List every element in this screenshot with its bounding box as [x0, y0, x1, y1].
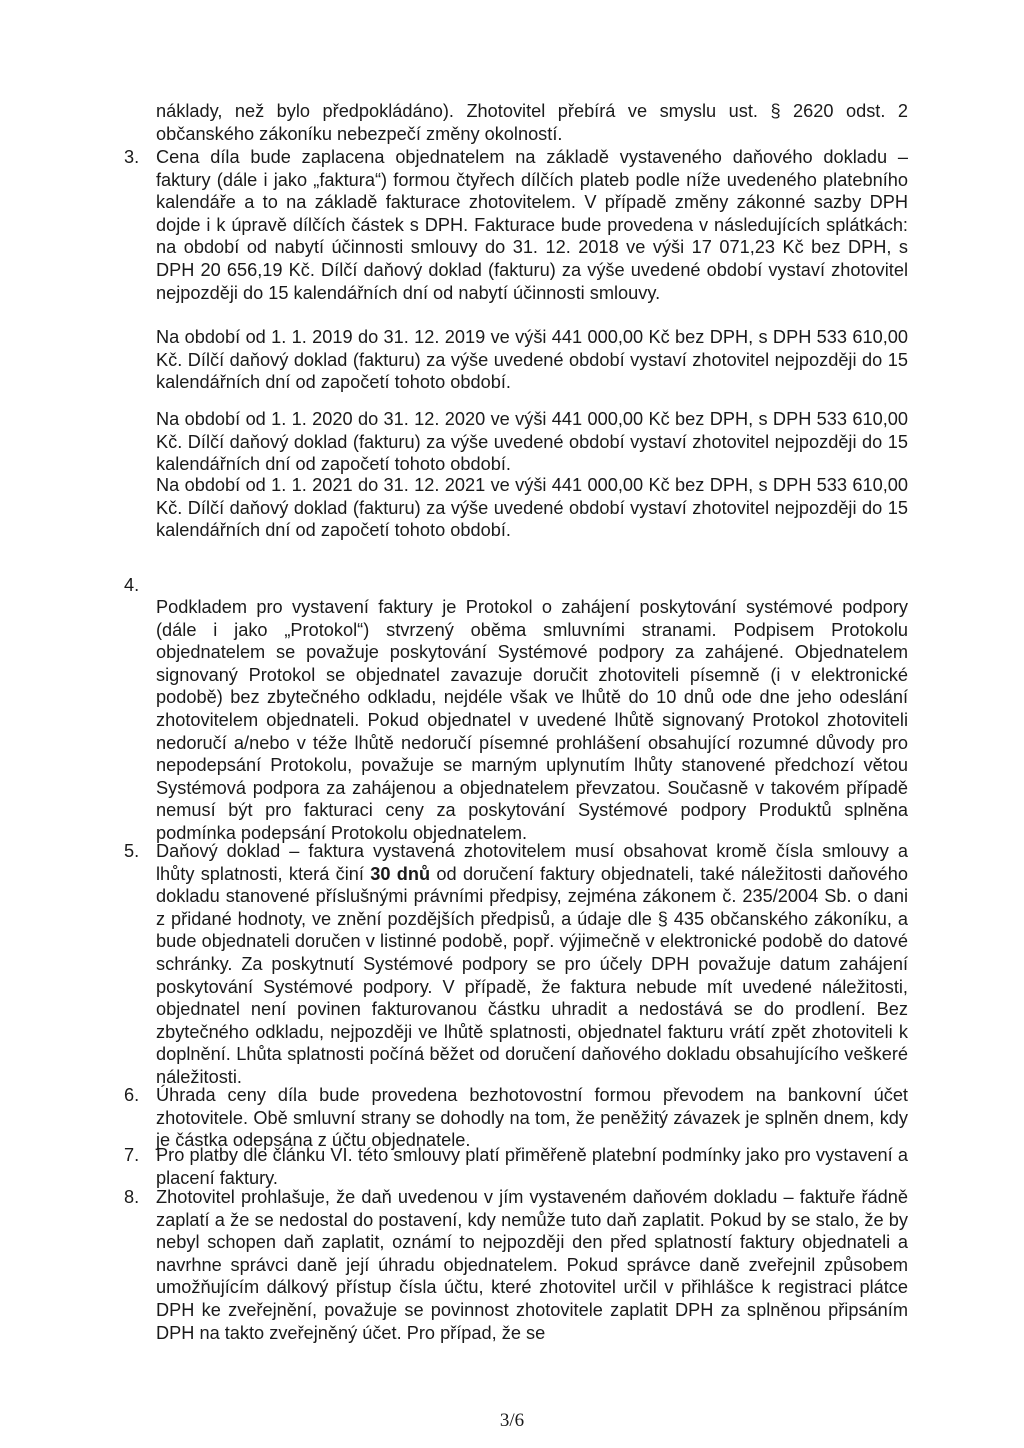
intro-paragraph: náklady, než bylo předpokládáno). Zhotovitel přebírá ve smyslu ust. § 2620 odst. 2 občanského zákoníku nebezpečí změny okolností.: [156, 101, 908, 144]
item-3-block-4: [156, 474, 908, 542]
item-8-number: 8.: [124, 1187, 140, 1207]
intro-block: [156, 100, 908, 145]
item-5-block: [156, 840, 908, 1089]
item-5-emphasis: 30 dnů: [370, 863, 431, 884]
item-3-paragraph-1: Cena díla bude zaplacena objednatelem na základě vystaveného daňového dokladu – faktury (dále i jako „faktura“) formou čtyřech dílčích plateb podle níže uvedeného platebního kalendáře a to na základě fakturace zhotovitelem. V případě změny zákonné sazby DPH dojde i k úpravě dílčích částek s DPH. Fakturace bude provedena v následujících splátkách: na období od nabytí účinnosti smlouvy do 31. 12. 2018 ve výši 17 071,23 Kč bez DPH, s DPH 20 656,19 Kč. Dílčí daňový doklad (fakturu) za výše uvedené období vystaví zhotovitel nejpozději do 15 kalendářních dní od nabytí účinnosti smlouvy.: [156, 147, 908, 303]
item-4-block: [156, 596, 908, 845]
item-7-number: 7.: [124, 1145, 140, 1165]
item-7-block: [156, 1144, 908, 1189]
item-5-text-after: od doručení faktury objednateli, také náležitosti daňového dokladu stanovené příslušnými právními předpisy, zejména zákonem č. 235/2004 Sb. o dani z přidané hodnoty, ve znění pozdějších předpisů, a údaje dle § 435 občanského zákoníku, a bude objednateli doručen v listinné podobě, popř. výjimečně v elektronické podobě do datové schránky. Za poskytnutí Systémové podpory se pro účely DPH považuje datum zahájení poskytování Systémové podpory. V případě, že faktura nebude mít uvedené náležitosti, objednatel není povinen fakturovanou částku uhradit a nedostává se do prodlení. Bez zbytečného odkladu, nejpozději ve lhůtě splatnosti, objednatel fakturu vrátí zpět zhotoviteli k doplnění. Lhůta splatnosti počíná běžet od doručení daňového dokladu obsahujícího veškeré náležitosti.: [156, 863, 908, 1087]
item-6-number: 6.: [124, 1085, 140, 1105]
page-number: 3/6: [499, 1410, 525, 1431]
item-6-block: [156, 1084, 908, 1152]
item-4-number: 4.: [124, 575, 140, 595]
item-3-block: [156, 146, 908, 304]
item-5-paragraph: [156, 840, 908, 1089]
item-3-number: 3.: [124, 147, 140, 167]
item-5-number: 5.: [124, 841, 140, 861]
item-3-paragraph-2: Na období od 1. 1. 2019 do 31. 12. 2019 ve výši 441 000,00 Kč bez DPH, s DPH 533 610,00 Kč. Dílčí daňový doklad (fakturu) za výše uvedené období vystaví zhotovitel nejpozději do 15 kalendářních dní od započetí tohoto období.: [156, 327, 908, 393]
item-5-text-before: Daňový doklad – faktura vystavená zhotovitelem musí obsahovat kromě čísla smlouvy a lhůty splatnosti, která činí: [156, 841, 908, 884]
item-7-paragraph: Pro platby dle článku VI. této smlouvy platí přiměřeně platební podmínky jako pro vystavení a placení faktury.: [156, 1145, 908, 1188]
item-3-paragraph-4: Na období od 1. 1. 2021 do 31. 12. 2021 ve výši 441 000,00 Kč bez DPH, s DPH 533 610,00 Kč. Dílčí daňový doklad (fakturu) za výše uvedené období vystaví zhotovitel nejpozději do 15 kalendářních dní od započetí tohoto období.: [156, 475, 908, 541]
item-3-block-2: [156, 326, 908, 394]
item-4-paragraph: Podkladem pro vystavení faktury je Protokol o zahájení poskytování systémové podpory (dále i jako „Protokol“) stvrzený oběma smluvními stranami. Podpisem Protokolu objednatelem se považuje poskytování Systémové podpory za zahájené. Objednatelem signovaný Protokol se objednatel zavazuje doručit zhotoviteli písemně (i v elektronické podobě) bez zbytečného odkladu, nejdéle však ve lhůtě do 10 dnů ode dne jeho odeslání zhotovitelem objednateli. Pokud objednatel v uvedené lhůtě signovaný Protokol zhotoviteli nedoručí a/nebo v téže lhůtě nedoručí písemné prohlášení obsahující rozumné důvody pro nepodepsání Protokolu, považuje se marným uplynutím lhůty stanovené předchozí větou Systémová podpora za zahájenou a objednatelem převzatou. Současně v takovém případě nemusí být pro fakturaci ceny za poskytování Systémové podpory Produktů splněna podmínka podepsání Protokolu objednatelem.: [156, 597, 908, 843]
item-8-block: [156, 1186, 908, 1344]
item-3-paragraph-3: Na období od 1. 1. 2020 do 31. 12. 2020 ve výši 441 000,00 Kč bez DPH, s DPH 533 610,00 Kč. Dílčí daňový doklad (fakturu) za výše uvedené období vystaví zhotovitel nejpozději do 15 kalendářních dní od započetí tohoto období.: [156, 409, 908, 475]
item-6-paragraph: Úhrada ceny díla bude provedena bezhotovostní formou převodem na bankovní účet zhotovitele. Obě smluvní strany se dohodly na tom, že peněžitý závazek je splněn dnem, kdy je částka odepsána z účtu objednatele.: [156, 1085, 908, 1151]
item-8-paragraph: Zhotovitel prohlašuje, že daň uvedenou v jím vystaveném daňovém dokladu – faktuře řádně zaplatí a že se nedostal do postavení, kdy nemůže tuto daň zaplatit. Pokud by se stalo, že by nebyl schopen daň zaplatit, oznámí to nejpozději den před splatností faktury objednateli a navrhne správci daně její úhradu objednatelem. Pokud správce daně zveřejnil způsobem umožňujícím dálkový přístup čísla účtu, které zhotovitel určil v přihlášce k registraci plátce DPH ke zveřejnění, považuje se povinnost zhotovitele zaplatit DPH za splněnou připsáním DPH na takto zveřejněný účet. Pro případ, že se: [156, 1187, 908, 1343]
item-3-block-3: [156, 408, 908, 476]
